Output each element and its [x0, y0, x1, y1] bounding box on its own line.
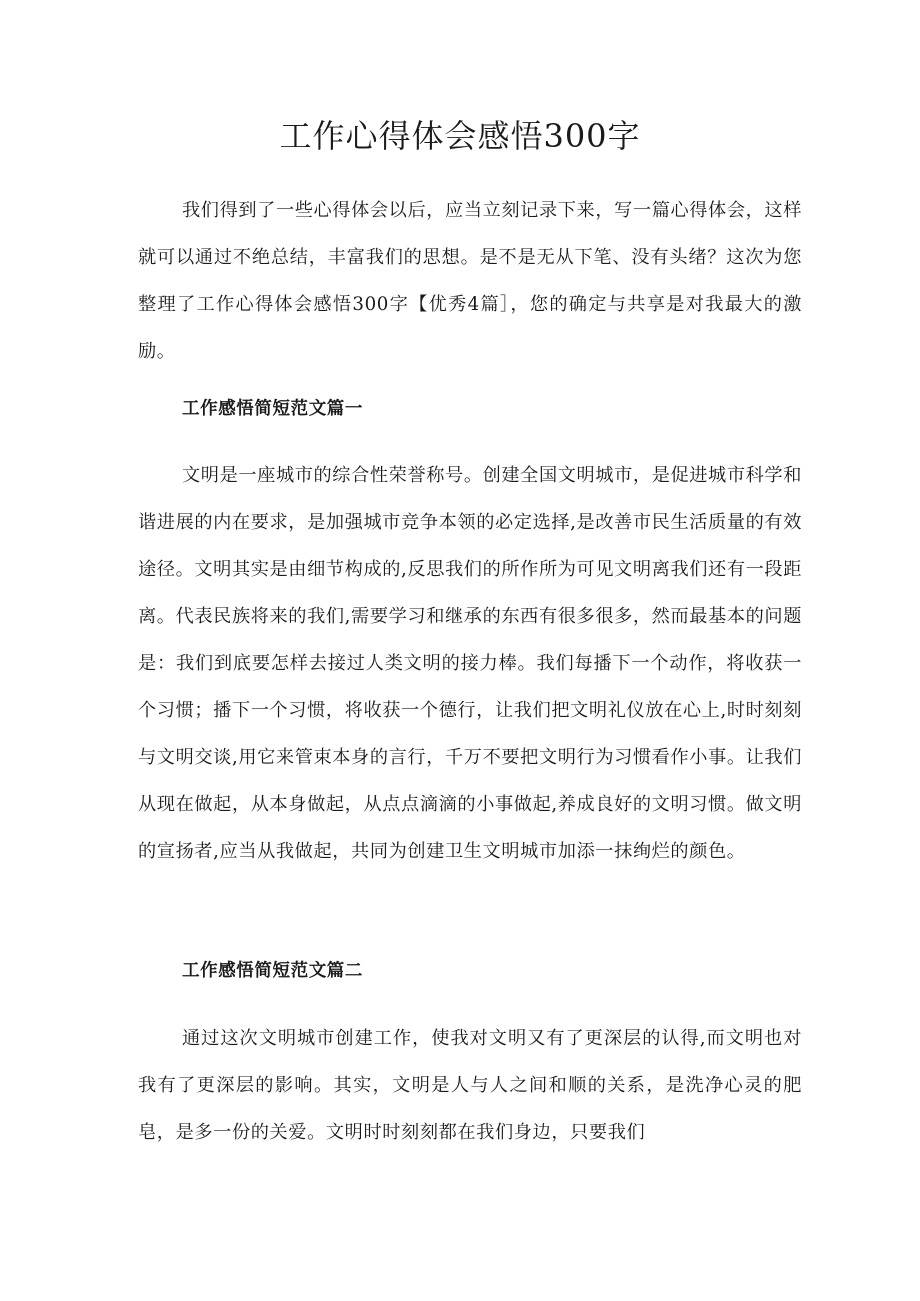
intro-paragraph: 我们得到了一些心得体会以后，应当立刻记录下来，写一篇心得体会，这样就可以通过不绝总结，丰富我们的思想。是不是无从下笔、没有头绪？这次为您整理了工作心得体会感悟300字【优秀4篇］，您的确定与共享是对我最大的激励。 [138, 200, 802, 362]
document-title: 工作心得体会感悟300字 [279, 117, 641, 155]
section2-heading: 工作感悟简短范文篇二 [182, 961, 363, 981]
section1-paragraph: 文明是一座城市的综合性荣誉称号。创建全国文明城市，是促进城市科学和谐进展的内在要求，是加强城市竞争本领的必定选择,是改善市民生活质量的有效途径。文明其实是由细节构成的,反思我们的所作所为可见文明离我们还有一段距离。代表民族将来的我们,需要学习和继承的东西有很多很多，然而最基本的问题是：我们到底要怎样去接过人类文明的接力棒。我们每播下一个动作，将收获一个习惯；播下一个习惯，将收获一个德行，让我们把文明礼仪放在心上,时时刻刻与文明交谈,用它来管束本身的言行，千万不要把文明行为习惯看作小事。让我们从现在做起，从本身做起，从点点滴滴的小事做起,养成良好的文明习惯。做文明的宣扬者,应当从我做起，共同为创建卫生文明城市加添一抹绚烂的颜色。 [138, 465, 802, 862]
section1-heading: 工作感悟简短范文篇一 [182, 399, 363, 419]
section2-paragraph: 通过这次文明城市创建工作，使我对文明又有了更深层的认得,而文明也对我有了更深层的影响。其实，文明是人与人之间和顺的关系，是洗净心灵的肥皂，是多一份的关爱。文明时时刻刻都在我们身边，只要我们 [138, 1028, 802, 1143]
